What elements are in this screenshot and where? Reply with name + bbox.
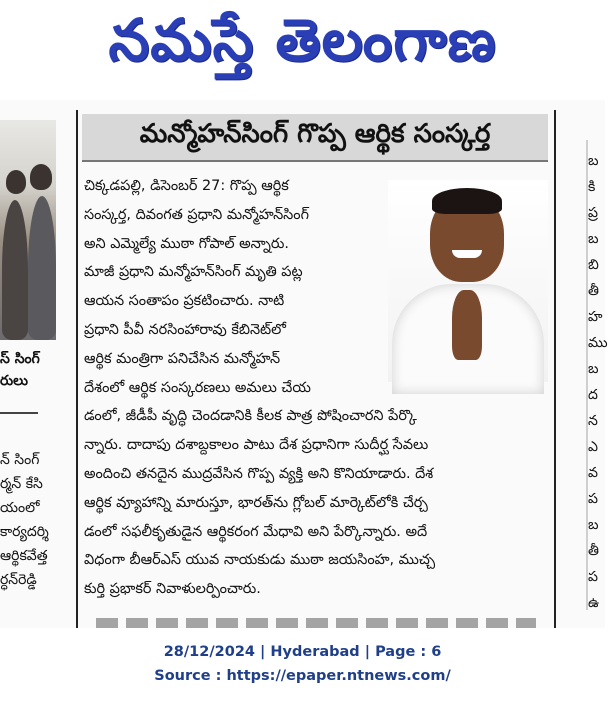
right-text-line: ద xyxy=(588,387,598,403)
source-footer xyxy=(0,640,605,688)
article-headline: మన్మోహన్‌సింగ్ గొప్ప ఆర్థిక సంస్కర్త xyxy=(82,114,548,162)
article-line: కుర్తి ప్రభాకర్ నివాళులర్పించారు. xyxy=(84,581,261,598)
left-text-line: యంలో xyxy=(0,500,40,516)
article-line: అందించి తనదైన ముద్రవేసిన గొప్ప వ్యక్తి అని కొనియాడారు. దేశ xyxy=(84,465,434,482)
article-line: ఆర్థిక వ్యూహాన్ని మారుస్తూ, భారత్‌ను గ్లోబల్ మార్కెట్‌లోకి చేర్చ xyxy=(84,494,428,511)
source-link[interactable]: Source : https://epaper.ntnews.com/ xyxy=(154,668,451,684)
masthead xyxy=(0,0,605,80)
article-line: సంస్కర్త, దివంగత ప్రధాని మన్మోహన్‌సింగ్ xyxy=(84,206,309,223)
article-line: ఆర్థిక మంత్రిగా పనిచేసిన మన్మోహన్ xyxy=(84,350,281,367)
article-line: చిక్కడపల్లి, డిసెంబర్ 27: గొప్ప ఆర్థిక xyxy=(84,178,289,194)
article-line: డంలో సఫలీకృతుడైన ఆర్థికరంగ మేధావి అని పేర్కొన్నారు. అదే xyxy=(84,523,428,540)
right-text-line: కి xyxy=(588,179,596,195)
right-text-line: బ xyxy=(588,231,599,247)
right-text-line: ము xyxy=(588,335,608,351)
right-text-line: హ xyxy=(588,309,603,325)
article-body xyxy=(84,172,548,604)
edition-info: 28/12/2024 | Hyderabad | Page : 6 xyxy=(163,644,442,660)
right-column-text xyxy=(588,148,608,616)
right-text-line: న xyxy=(588,413,598,429)
right-text-line: ప xyxy=(588,491,598,507)
right-text-line: బి xyxy=(588,257,599,273)
news-clipping xyxy=(0,100,608,628)
right-text-line: తీ xyxy=(588,283,599,299)
article-line: విధంగా బీఆర్‌ఎస్ యువ నాయకుడు ముఠా జయసింహ, ముచ్చ xyxy=(84,552,436,569)
left-column-text xyxy=(0,448,58,592)
left-caption-line: రులు xyxy=(0,373,28,389)
article-line: ఆయన సంతాపం ప్రకటించారు. నాటి xyxy=(84,293,285,310)
right-text-line: బ xyxy=(588,361,599,377)
article-line: అని ఎమ్మెల్యే ముఠా గోపాల్ అన్నారు. xyxy=(84,235,289,252)
left-text-line: కార్యదర్శి xyxy=(0,524,49,540)
right-text-line: బ xyxy=(588,517,599,533)
article-line: దేశంలో ఆర్థిక సంస్కరణలు అమలు చేయ xyxy=(84,379,311,396)
newspaper-title: నమస్తే తెలంగాణ xyxy=(108,6,497,74)
right-text-line: ఎ xyxy=(588,439,598,455)
left-group-photo xyxy=(0,120,56,340)
left-divider xyxy=(0,412,38,414)
right-text-line: ఉ xyxy=(588,595,600,611)
right-text-line: బ xyxy=(588,153,599,169)
left-photo-caption xyxy=(0,348,60,392)
article-line: డంలో, జీడీపీ వృద్ధి చెందడానికి కీలక పాత్ర పోషించారని పేర్కొ xyxy=(84,408,417,425)
left-text-line: న్ సింగ్ xyxy=(0,452,40,468)
article-line: మాజీ ప్రధాని మన్మోహన్‌సింగ్ మృతి పట్ల xyxy=(84,264,303,281)
left-caption-line: స్ సింగ్ xyxy=(0,351,40,367)
right-text-line: వ xyxy=(588,465,598,481)
right-text-line: తీ xyxy=(588,543,599,559)
right-text-line: ప్ర xyxy=(588,205,598,221)
left-text-line: ర్ధన్‌రెడ్డి xyxy=(0,572,37,588)
article-line: ప్రధాని పీవీ నరసింహారావు కేబినెట్‌లో xyxy=(84,321,286,338)
left-text-line: ర్మన్ కేసి xyxy=(0,476,43,492)
article-line: న్నారు. దాదాపు దశాబ్దకాలం పాటు దేశ ప్రధానిగా సుదీర్ఘ సేవలు xyxy=(84,437,429,454)
right-text-line: ప xyxy=(588,569,598,585)
cutoff-text-line xyxy=(96,618,536,628)
left-text-line: ఆర్థికవేత్త xyxy=(0,548,48,564)
